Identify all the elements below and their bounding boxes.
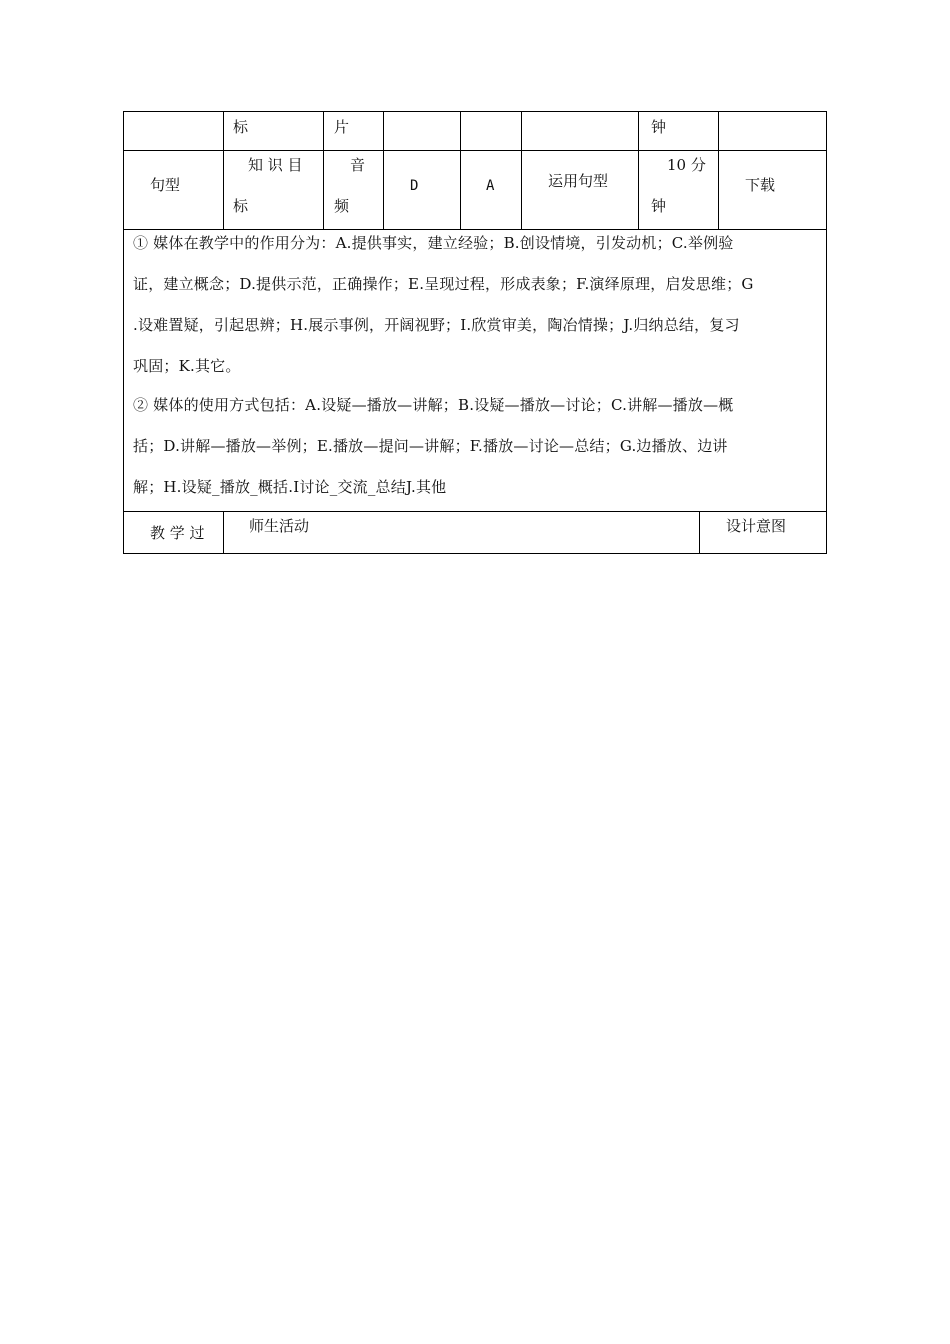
row2-cell-3 — [323, 150, 384, 230]
apply-sentence-pattern: 运用句型 — [548, 172, 609, 190]
sentence-pattern-label: 句型 — [150, 176, 181, 194]
usage-mode-a: A — [486, 178, 495, 194]
row1-cell-2-text: 标 — [233, 118, 249, 136]
row2-cell-1 — [123, 150, 224, 230]
row2-cell-7 — [638, 150, 719, 230]
row1-cell-2 — [223, 111, 324, 151]
teacher-student-activity-heading: 师生活动 — [249, 517, 310, 535]
row1-cell-4 — [383, 111, 461, 151]
row1-cell-3 — [323, 111, 384, 151]
process-label-cell — [123, 511, 224, 554]
media-roles-line-3: .设难置疑，引起思辨；H.展示事例，开阔视野；I.欣赏审美，陶冶情操；J.归纳总结，复习 — [133, 316, 740, 334]
media-usage-line-3: 解；H.设疑_播放_概括.I讨论_交流_总结J.其他 — [133, 478, 447, 496]
teaching-process-label: 教 学 过 — [150, 524, 205, 542]
activity-cell — [223, 511, 700, 554]
design-intent-heading: 设计意图 — [726, 517, 787, 535]
row1-cell-1 — [123, 111, 224, 151]
row2-cell-6 — [521, 150, 639, 230]
media-roles-paragraph — [133, 223, 819, 387]
audio-line1: 音 — [350, 156, 366, 174]
intent-cell — [699, 511, 827, 554]
duration-line2: 钟 — [651, 197, 667, 215]
audio-line2: 频 — [334, 197, 350, 215]
media-roles-line-1: ① 媒体在教学中的作用分为：A.提供事实，建立经验；B.创设情境，引发动机；C.举例验 — [133, 234, 734, 252]
knowledge-goal-line2: 标 — [233, 197, 249, 215]
duration-line1: 10 分 — [667, 156, 706, 174]
media-usage-line-1: ② 媒体的使用方式包括：A.设疑—播放—讲解；B.设疑—播放—讨论；C.讲解—播放—概 — [133, 396, 734, 414]
row1-cell-8 — [718, 111, 827, 151]
source-download: 下载 — [745, 176, 776, 194]
media-roles-line-2: 证，建立概念；D.提供示范，正确操作；E.呈现过程，形成表象；F.演绎原理，启发思维；G — [133, 275, 754, 293]
row1-cell-6 — [521, 111, 639, 151]
media-roles-line-4: 巩固；K.其它。 — [133, 357, 241, 375]
row1-cell-7 — [638, 111, 719, 151]
knowledge-goal-line1: 知 识 目 — [248, 156, 303, 174]
row2-cell-5 — [460, 150, 522, 230]
row2-cell-2 — [223, 150, 324, 230]
row1-cell-3-text: 片 — [334, 118, 350, 136]
media-type-d: D — [410, 178, 419, 194]
row2-cell-8 — [718, 150, 827, 230]
media-usage-paragraph — [133, 385, 819, 508]
row1-cell-7-text: 钟 — [651, 118, 667, 136]
row1-cell-5 — [460, 111, 522, 151]
media-usage-line-2: 括；D.讲解—播放—举例；E.播放—提问—讲解；F.播放—讨论—总结；G.边播放、边讲 — [133, 437, 728, 455]
row2-cell-4 — [383, 150, 461, 230]
